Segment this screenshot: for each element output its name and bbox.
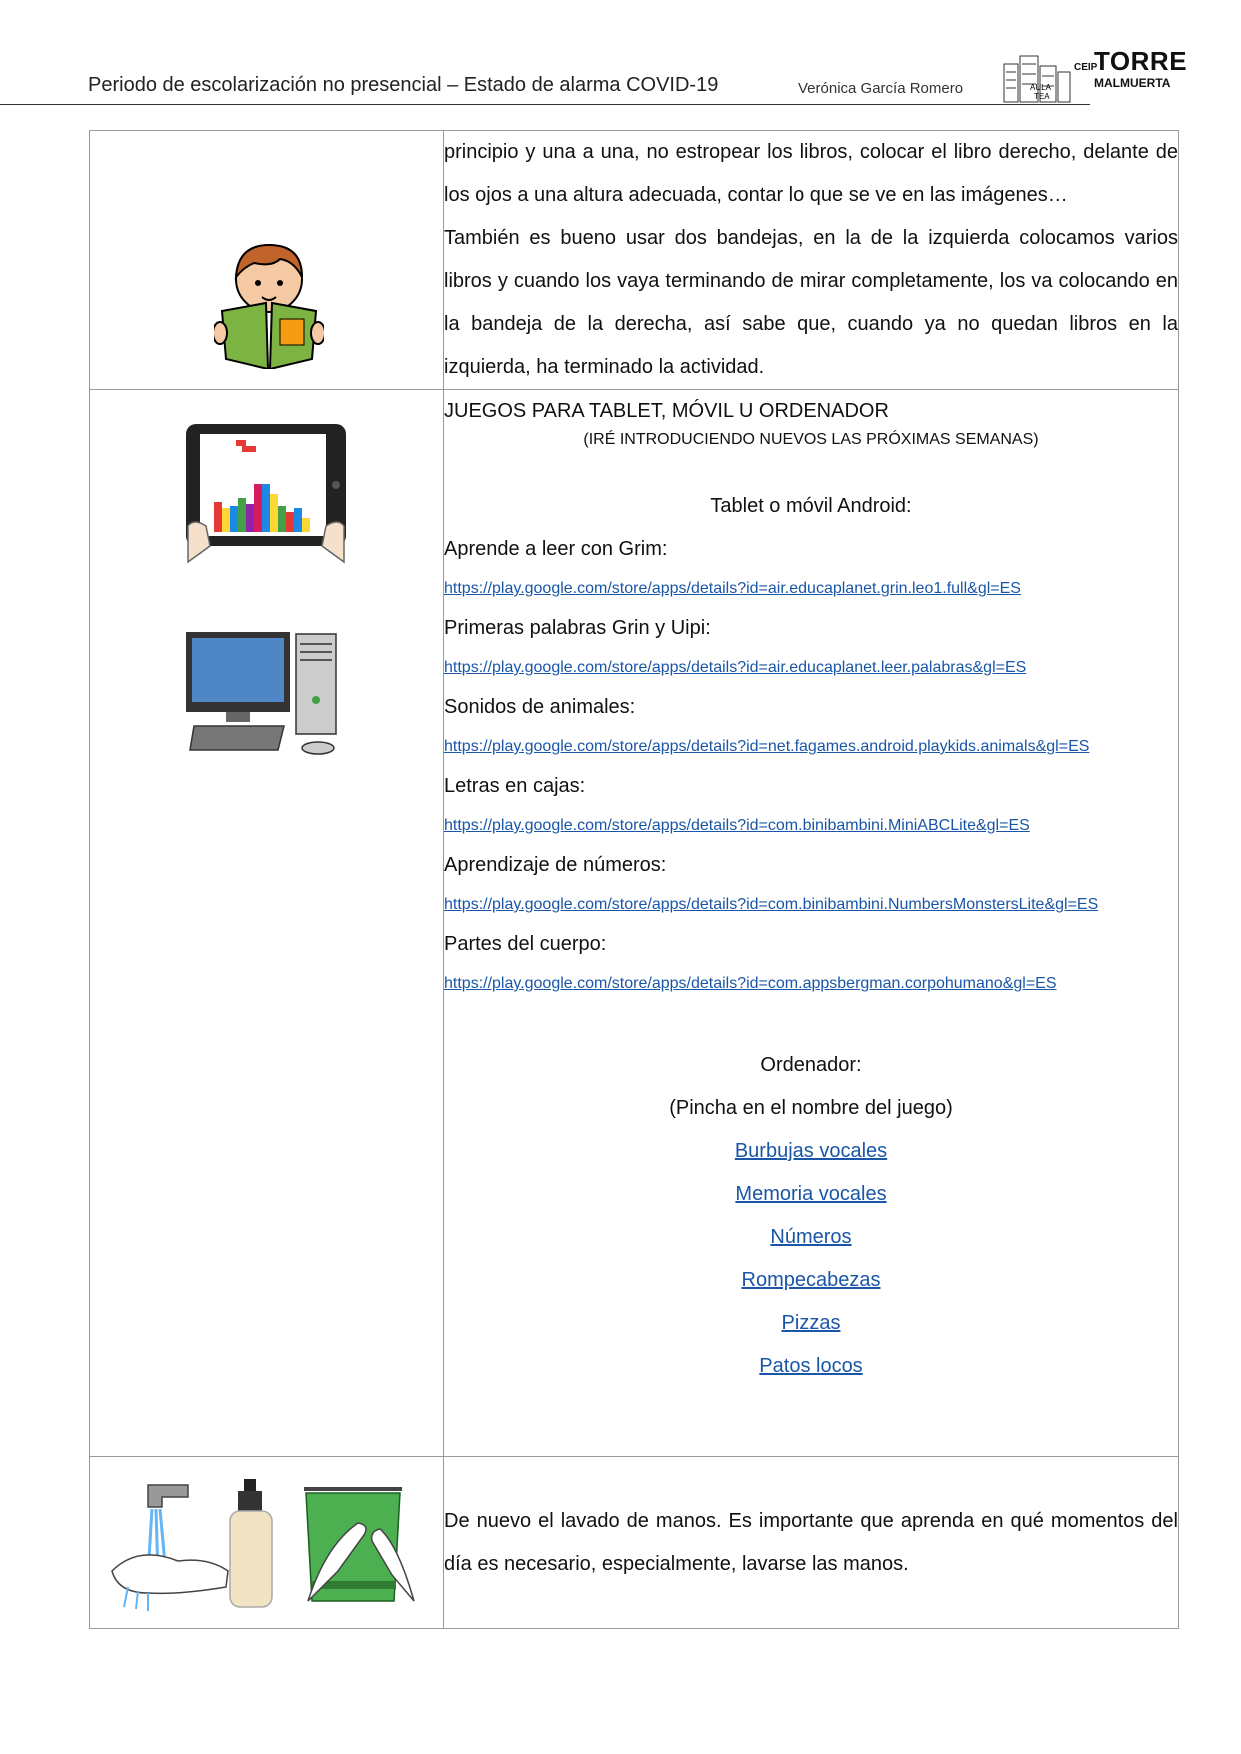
game-item (444, 1216, 1178, 1259)
game-link[interactable]: Rompecabezas (741, 1269, 881, 1291)
image-cell (90, 131, 444, 390)
app-name: Letras en cajas: (444, 775, 586, 797)
app-link[interactable]: https://play.google.com/store/apps/details?id=air.educaplanet.leer.palabras&gl=ES (444, 659, 1027, 676)
app-link[interactable]: https://play.google.com/store/apps/details?id=com.binibambini.MiniABCLite&gl=ES (444, 817, 1030, 834)
table-row (90, 1457, 1179, 1629)
computer-note: (Pincha en el nombre del juego) (669, 1097, 953, 1119)
header-author: Verónica García Romero (798, 80, 964, 97)
game-item (444, 1259, 1178, 1302)
logo-torre: TORRE (1094, 46, 1188, 76)
logo-malmuerta: MALMUERTA (1094, 76, 1171, 90)
game-item (444, 1173, 1178, 1216)
app-name: Aprendizaje de números: (444, 854, 667, 876)
game-link[interactable]: Burbujas vocales (734, 1140, 888, 1162)
app-name: Aprende a leer con Grim: (444, 538, 668, 560)
table-row (90, 131, 1179, 390)
desktop-computer-icon (184, 630, 344, 758)
app-link[interactable]: https://play.google.com/store/apps/details?id=com.binibambini.NumbersMonstersLite&gl=ES (444, 896, 1099, 913)
text-cell (444, 131, 1179, 390)
page-header (88, 46, 1188, 105)
app-name: Sonidos de animales: (444, 696, 636, 718)
app-link[interactable]: https://play.google.com/store/apps/details?id=com.appsbergman.corpohumano&gl=ES (444, 975, 1057, 992)
image-cell (90, 390, 444, 1457)
game-item (444, 1345, 1178, 1388)
table-row (90, 390, 1179, 1457)
game-link[interactable]: Números (770, 1226, 852, 1248)
computer-title: Ordenador: (760, 1054, 862, 1076)
header-divider (0, 104, 1090, 105)
logo-tea: TEA (1034, 92, 1050, 101)
android-title: Tablet o móvil Android: (710, 495, 912, 517)
reading-paragraph-1: principio y una a una, no estropear los libros, colocar el libro derecho, delante de los ojos a una altura adecuada, contar lo que se ve en las imágenes… (444, 141, 1178, 206)
child-reading-book-icon (214, 237, 324, 369)
game-item (444, 1302, 1178, 1345)
games-subheading: (IRÉ INTRODUCIENDO NUEVOS LAS PRÓXIMAS SEMANAS) (583, 431, 1039, 448)
game-item (444, 1130, 1178, 1173)
tablet-tetris-icon (184, 422, 350, 582)
tower-drawing-icon (996, 52, 1076, 104)
image-cell (90, 1457, 444, 1629)
handwashing-icon (108, 1475, 428, 1615)
activities-table (89, 130, 1179, 1629)
app-link[interactable]: https://play.google.com/store/apps/details?id=air.educaplanet.grin.leo1.full&gl=ES (444, 580, 1021, 597)
games-heading: JUEGOS PARA TABLET, MÓVIL U ORDENADOR (444, 400, 889, 422)
logo-ceip: CEIP (1074, 62, 1098, 73)
text-cell (444, 1457, 1179, 1629)
handwashing-text: De nuevo el lavado de manos. Es importante que aprenda en qué momentos del día es necesario, especialmente, lavarse las manos. (444, 1509, 1178, 1575)
computer-game-list (444, 1130, 1178, 1388)
android-app-list (444, 528, 1178, 1002)
app-name: Partes del cuerpo: (444, 933, 607, 955)
app-name: Primeras palabras Grin y Uipi: (444, 617, 711, 639)
app-link[interactable]: https://play.google.com/store/apps/details?id=net.fagames.android.playkids.animals&gl=ES (444, 738, 1090, 755)
header-title: Periodo de escolarización no presencial – Estado de alarma COVID-19 (88, 74, 719, 96)
game-link[interactable]: Pizzas (781, 1312, 841, 1334)
text-cell (444, 390, 1179, 1457)
game-link[interactable]: Patos locos (759, 1355, 863, 1377)
reading-paragraph-2: También es bueno usar dos bandejas, en la de la izquierda colocamos varios libros y cuando los vaya terminando de mirar completamente, los va colocando en la bandeja de la derecha, así sabe que, cuando ya no quedan libros en la izquierda, ha terminado la actividad. (444, 227, 1178, 378)
logo-aula: AULA (1030, 83, 1051, 92)
school-logo (996, 46, 1241, 106)
game-link[interactable]: Memoria vocales (735, 1183, 887, 1205)
